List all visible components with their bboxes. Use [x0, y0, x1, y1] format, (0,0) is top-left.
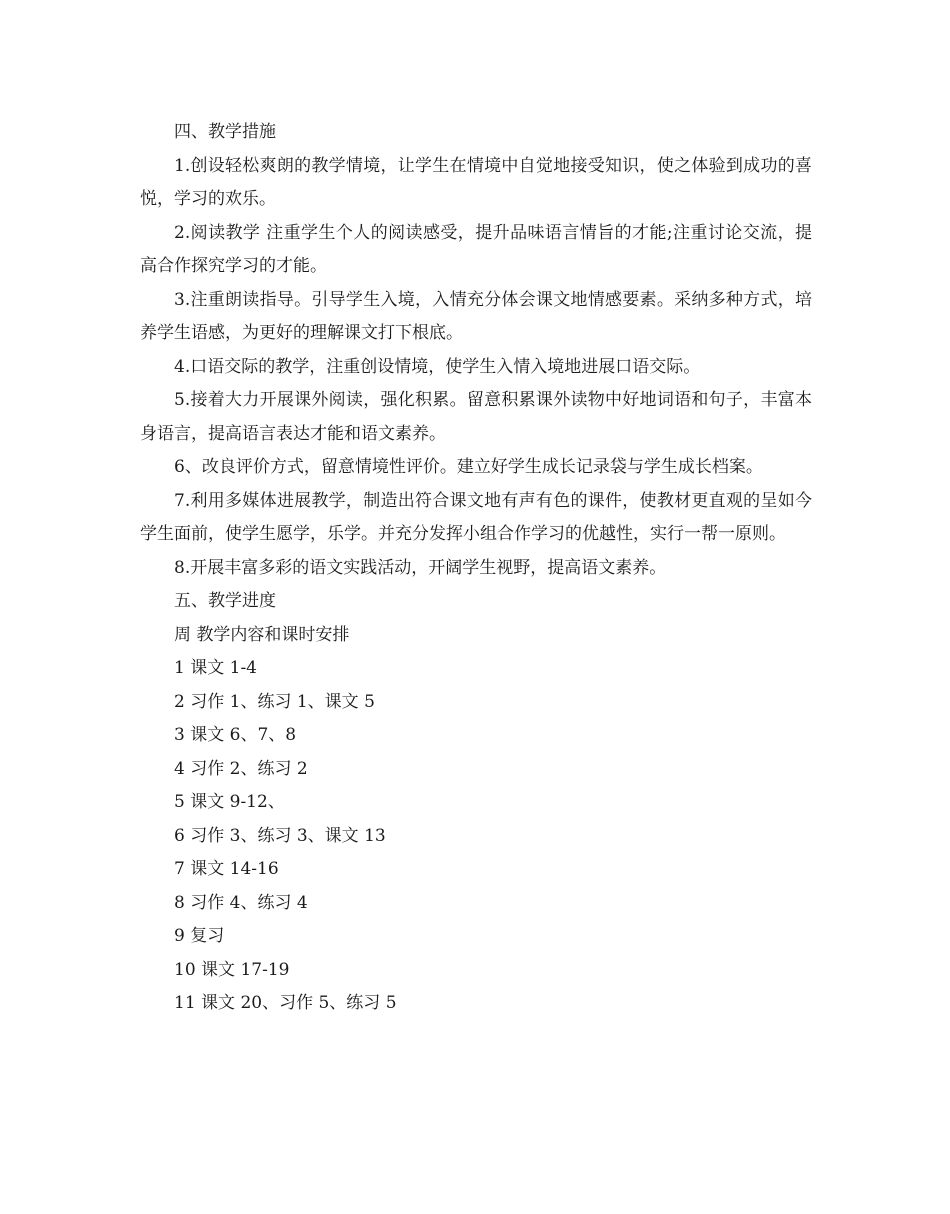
- document-body: [140, 116, 812, 1021]
- measure-item-3: 3.注重朗读指导。引导学生入境，入情充分体会课文地情感要素。采纳多种方式，培养学生语感，为更好的理解课文打下根底。: [140, 289, 812, 343]
- schedule-row: 1 课文 1-4: [174, 658, 257, 678]
- section-heading-teaching-measures: 四、教学措施: [174, 122, 276, 142]
- schedule-row: 8 习作 4、练习 4: [174, 892, 308, 913]
- schedule-row: 3 课文 6、7、8: [174, 725, 297, 745]
- measure-item-5: 5.接着大力开展课外阅读，强化积累。留意积累课外读物中好地词语和句子，丰富本身语言，提高语言表达才能和语文素养。: [140, 390, 812, 444]
- measure-item-2: 2.阅读教学 注重学生个人的阅读感受，提升品味语言情旨的才能;注重讨论交流，提高合作探究学习的才能。: [140, 222, 812, 276]
- schedule-row: 11 课文 20、习作 5、练习 5: [174, 993, 397, 1013]
- measure-item-6: 6、改良评价方式，留意情境性评价。建立好学生成长记录袋与学生成长档案。: [174, 457, 763, 477]
- measure-item-7: 7.利用多媒体进展教学，制造出符合课文地有声有色的课件，使教材更直观的呈如今学生面前，使学生愿学，乐学。并充分发挥小组合作学习的优越性，实行一帮一原则。: [140, 490, 812, 544]
- schedule-row: 6 习作 3、练习 3、课文 13: [174, 825, 386, 846]
- schedule-row: 2 习作 1、练习 1、课文 5: [174, 691, 375, 712]
- measure-item-4: 4.口语交际的教学，注重创设情境，使学生入情入境地进展口语交际。: [174, 356, 701, 377]
- schedule-row: 7 课文 14-16: [174, 859, 279, 879]
- measure-item-1: 1.创设轻松爽朗的教学情境，让学生在情境中自觉地接受知识，使之体验到成功的喜悦，学习的欢乐。: [140, 155, 812, 209]
- section-heading-teaching-schedule: 五、教学进度: [174, 591, 276, 611]
- schedule-row: 10 课文 17-19: [174, 959, 290, 980]
- measure-item-8: 8.开展丰富多彩的语文实践活动，开阔学生视野，提高语文素养。: [174, 557, 667, 578]
- schedule-row: 9 复习: [174, 926, 225, 946]
- schedule-header: 周 教学内容和课时安排: [174, 624, 350, 645]
- schedule-row: 4 习作 2、练习 2: [174, 758, 308, 779]
- schedule-row: 5 课文 9-12、: [174, 792, 285, 812]
